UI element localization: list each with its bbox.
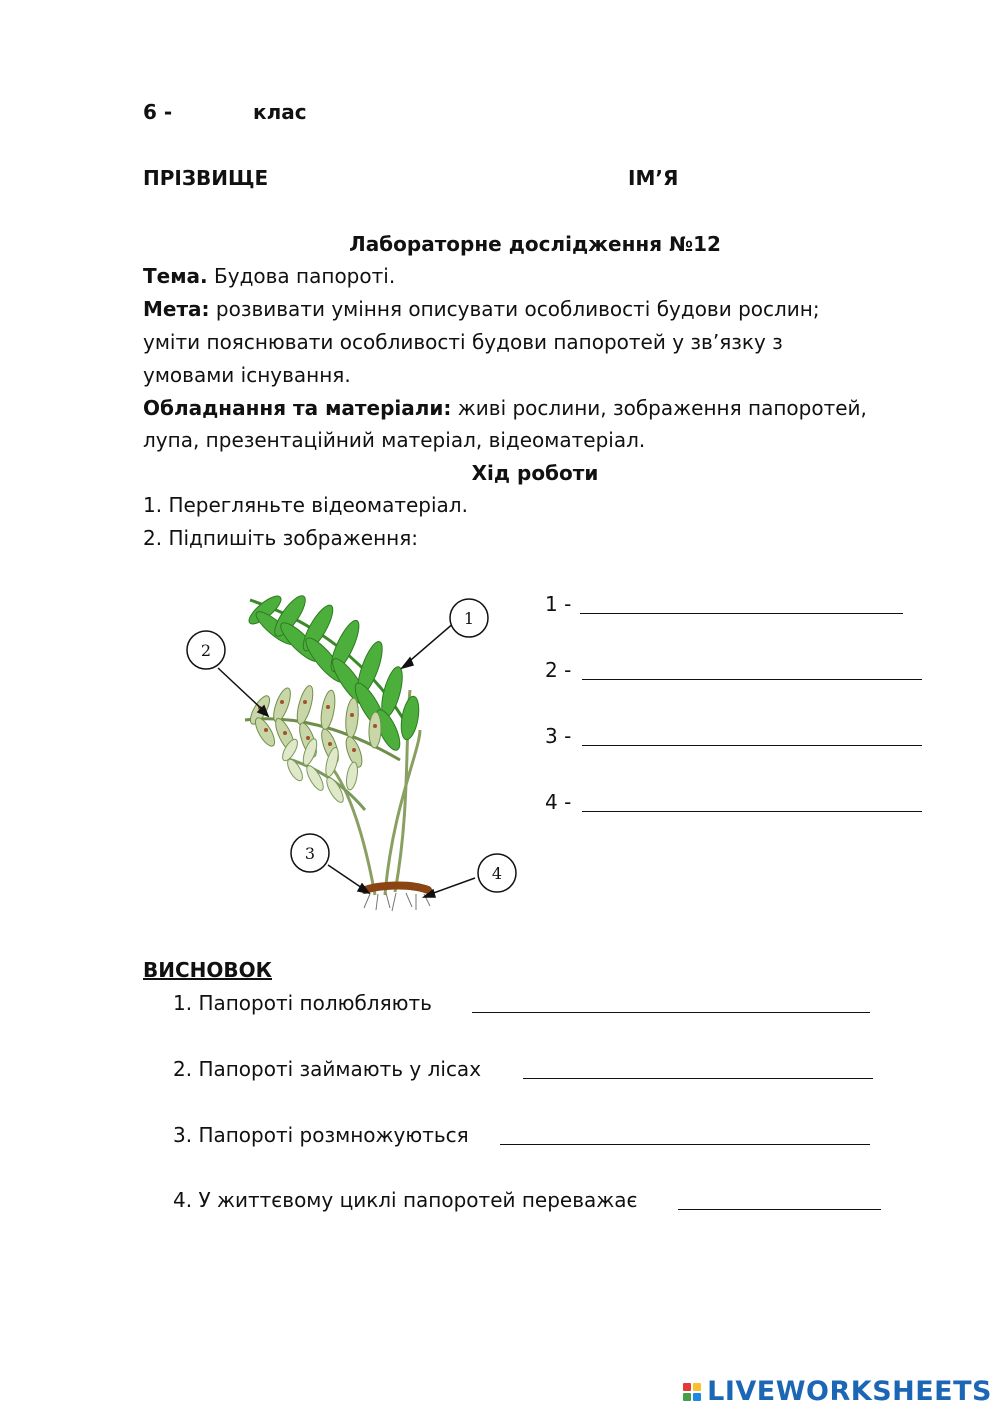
goal-line-1: [143, 293, 820, 325]
conclusion-item-2: 2. Папороті займають у лісах: [173, 1057, 482, 1081]
step-2: 2. Підпишіть зображення:: [143, 526, 418, 550]
equipment-text-1: живі рослини, зображення папоротей,: [451, 396, 867, 420]
conclusion-item-4: 4. У життєвому циклі папоротей переважає: [173, 1188, 638, 1212]
answer-label-2: 2 -: [545, 658, 572, 682]
conclusion-blank-1[interactable]: [472, 1012, 870, 1013]
goal-text-3: умовами існування.: [143, 363, 351, 387]
answer-blank-2[interactable]: [582, 679, 922, 680]
lab-title: Лабораторне дослідження №12: [349, 232, 721, 256]
rhizome: [364, 885, 430, 911]
equipment-label: Обладнання та матеріали:: [143, 396, 452, 420]
callout-number-3: 3: [304, 844, 316, 863]
grade-number: 6 -: [143, 100, 173, 124]
logo-icon: [683, 1383, 701, 1401]
surname-label: ПРІЗВИЩЕ: [143, 166, 269, 190]
answer-blank-1[interactable]: [580, 613, 903, 614]
conclusion-blank-4[interactable]: [678, 1209, 881, 1210]
goal-text-2: уміти пояснювати особливості будови папоротей у зв’язку з: [143, 330, 783, 354]
callout-number-2: 2: [200, 641, 212, 660]
grade-word: клас: [253, 100, 307, 124]
equipment-line-1: [143, 392, 867, 424]
topic-value: Будова папороті.: [207, 264, 396, 288]
procedure-heading: Хід роботи: [471, 461, 599, 485]
answer-label-1: 1 -: [545, 592, 572, 616]
answer-blank-3[interactable]: [582, 745, 922, 746]
fern-diagram: [170, 580, 530, 920]
conclusion-blank-3[interactable]: [500, 1144, 870, 1145]
goal-label: Мета:: [143, 297, 210, 321]
answer-blank-4[interactable]: [582, 811, 922, 812]
step-1: 1. Перегляньте відеоматеріал.: [143, 493, 468, 517]
callout-number-4: 4: [491, 864, 503, 883]
name-label: ІМ’Я: [628, 166, 679, 190]
topic-line: [143, 260, 395, 292]
liveworksheets-logo: [683, 1376, 992, 1407]
spore-frond: [245, 684, 400, 769]
equipment-text-2: лупа, презентаційний матеріал, відеоматеріал.: [143, 428, 646, 452]
topic-label: Тема.: [143, 264, 208, 288]
conclusion-blank-2[interactable]: [523, 1078, 873, 1079]
callout-number-1: 1: [463, 609, 475, 628]
goal-text-1: розвивати уміння описувати особливості будови рослин;: [209, 297, 820, 321]
conclusion-heading: ВИСНОВОК: [143, 958, 272, 982]
answer-label-3: 3 -: [545, 724, 572, 748]
brand-name: LIVEWORKSHEETS: [707, 1376, 992, 1407]
conclusion-item-3: 3. Папороті розмножуються: [173, 1123, 469, 1147]
conclusion-item-1: 1. Папороті полюбляють: [173, 991, 432, 1015]
answer-label-4: 4 -: [545, 790, 572, 814]
